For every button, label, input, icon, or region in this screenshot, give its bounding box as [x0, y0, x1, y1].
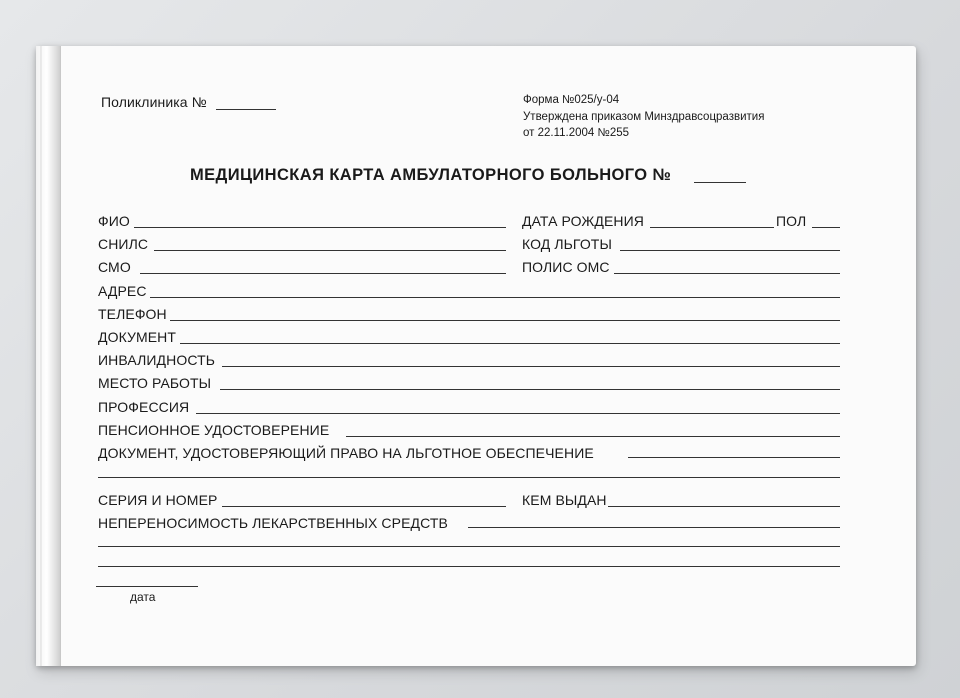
issued-by-field[interactable]: [608, 506, 840, 507]
form-approved: Утверждена приказом Минздравсоцразвития: [523, 111, 765, 123]
fio-label: ФИО: [98, 213, 130, 229]
date-field[interactable]: [96, 586, 198, 587]
clinic-label: Поликлиника №: [101, 94, 207, 110]
drug-intolerance-field[interactable]: [468, 527, 840, 528]
birth-date-label: ДАТА РОЖДЕНИЯ: [522, 213, 644, 229]
medical-card: [36, 46, 916, 666]
snils-label: СНИЛС: [98, 236, 149, 252]
document-field[interactable]: [180, 343, 840, 344]
disability-field[interactable]: [222, 366, 840, 367]
address-field[interactable]: [150, 297, 840, 298]
oms-policy-label: ПОЛИС ОМС: [522, 259, 610, 275]
card-number-line[interactable]: [694, 182, 746, 183]
drug-intolerance-field-line-3[interactable]: [98, 566, 840, 567]
benefit-document-label: ДОКУМЕНТ, УДОСТОВЕРЯЮЩИЙ ПРАВО НА ЛЬГОТНОЕ ОБЕСПЕЧЕНИЕ: [98, 445, 594, 461]
form-approved-date: от 22.11.2004 №255: [523, 127, 630, 139]
phone-label: ТЕЛЕФОН: [98, 306, 167, 322]
pension-cert-field[interactable]: [346, 436, 840, 437]
benefit-code-field[interactable]: [620, 250, 840, 251]
benefit-code-label: КОД ЛЬГОТЫ: [522, 236, 612, 252]
series-number-field[interactable]: [222, 506, 506, 507]
smo-label: СМО: [98, 259, 131, 275]
birth-date-field[interactable]: [650, 227, 774, 228]
fio-field[interactable]: [134, 227, 506, 228]
workplace-field[interactable]: [220, 389, 840, 390]
oms-policy-field[interactable]: [614, 273, 840, 274]
page-title: МЕДИЦИНСКАЯ КАРТА АМБУЛАТОРНОГО БОЛЬНОГО №: [190, 166, 672, 184]
sex-label: ПОЛ: [776, 213, 807, 229]
phone-field[interactable]: [170, 320, 840, 321]
issued-by-label: КЕМ ВЫДАН: [522, 492, 607, 508]
series-number-label: СЕРИЯ И НОМЕР: [98, 492, 218, 508]
profession-field[interactable]: [196, 413, 840, 414]
disability-label: ИНВАЛИДНОСТЬ: [98, 352, 216, 368]
address-label: АДРЕС: [98, 283, 147, 299]
benefit-document-field-line-2[interactable]: [98, 477, 840, 478]
workplace-label: МЕСТО РАБОТЫ: [98, 375, 212, 391]
smo-field[interactable]: [140, 273, 506, 274]
snils-field[interactable]: [154, 250, 506, 251]
benefit-document-field[interactable]: [628, 457, 840, 458]
drug-intolerance-field-line-2[interactable]: [98, 546, 840, 547]
card-spine: [36, 46, 61, 666]
clinic-number-line[interactable]: [216, 109, 276, 110]
form-number: Форма №025/у-04: [523, 94, 620, 106]
pension-cert-label: ПЕНСИОННОЕ УДОСТОВЕРЕНИЕ: [98, 422, 330, 438]
date-label: дата: [130, 590, 156, 604]
document-label: ДОКУМЕНТ: [98, 329, 177, 345]
sex-field[interactable]: [812, 227, 840, 228]
drug-intolerance-label: НЕПЕРЕНОСИМОСТЬ ЛЕКАРСТВЕННЫХ СРЕДСТВ: [98, 515, 448, 531]
profession-label: ПРОФЕССИЯ: [98, 399, 190, 415]
